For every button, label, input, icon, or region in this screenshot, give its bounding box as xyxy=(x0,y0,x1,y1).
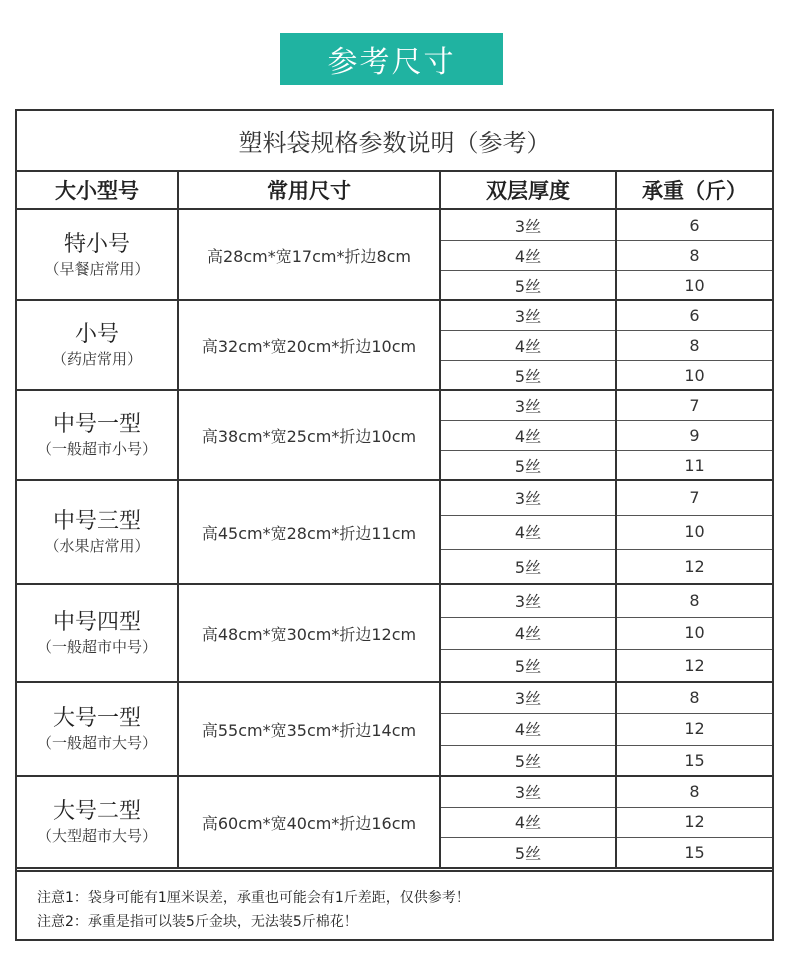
size-cell: 高38cm*宽25cm*折边10cm xyxy=(201,426,417,446)
row-divider xyxy=(441,360,772,361)
row-divider xyxy=(441,549,772,550)
load-cell: 12 xyxy=(684,719,705,739)
header-thickness: 双层厚度 xyxy=(441,172,615,210)
row-divider xyxy=(441,713,772,714)
model-cell xyxy=(17,480,177,584)
row-divider xyxy=(441,649,772,650)
size-cell: 高28cm*宽17cm*折边8cm xyxy=(206,246,412,266)
size-cell: 高45cm*宽28cm*折边11cm xyxy=(201,523,417,543)
model-cell xyxy=(17,776,177,868)
model-name: 小号 xyxy=(74,322,119,347)
model-cell xyxy=(17,584,177,682)
thickness-cell: 4丝 xyxy=(514,523,542,543)
load-cell: 7 xyxy=(689,395,700,415)
header-model: 大小型号 xyxy=(17,172,177,210)
thickness-cell: 3丝 xyxy=(514,782,542,802)
row-divider xyxy=(441,807,772,808)
load-cell: 15 xyxy=(684,750,705,770)
thickness-cell: 4丝 xyxy=(514,624,542,644)
size-cell: 高32cm*宽20cm*折边10cm xyxy=(201,336,417,356)
size-cell: 高48cm*宽30cm*折边12cm xyxy=(201,624,417,644)
note-2: 注意2：承重是指可以装5斤金块，无法装5斤棉花！ xyxy=(37,914,358,930)
model-usage: （早餐店常用） xyxy=(44,260,150,278)
model-name: 中号一型 xyxy=(52,412,141,437)
load-cell: 10 xyxy=(684,275,705,295)
spec-table xyxy=(15,109,774,941)
load-cell: 15 xyxy=(684,843,705,863)
thickness-cell: 5丝 xyxy=(514,558,542,578)
thickness-cell: 3丝 xyxy=(514,216,542,236)
thickness-cell: 4丝 xyxy=(514,813,542,833)
model-cell xyxy=(17,210,177,300)
load-cell: 12 xyxy=(684,656,705,676)
thickness-cell: 4丝 xyxy=(514,426,542,446)
model-name: 大号二型 xyxy=(52,799,141,824)
thickness-cell: 5丝 xyxy=(514,366,542,386)
thickness-cell: 5丝 xyxy=(514,456,542,476)
thickness-cell: 4丝 xyxy=(514,336,542,356)
model-usage: （一般超市中号） xyxy=(36,638,157,656)
thickness-cell: 3丝 xyxy=(514,306,542,326)
load-cell: 8 xyxy=(689,245,700,265)
row-divider xyxy=(441,745,772,746)
thickness-cell: 4丝 xyxy=(514,720,542,740)
note-1: 注意1：袋身可能有1厘米误差，承重也可能会有1斤差距，仅供参考！ xyxy=(37,890,470,906)
load-cell: 6 xyxy=(689,215,700,235)
model-usage: （大型超市大号） xyxy=(36,827,157,845)
model-name: 中号四型 xyxy=(52,610,141,635)
column-divider xyxy=(615,172,617,868)
model-cell xyxy=(17,682,177,776)
load-cell: 8 xyxy=(689,688,700,708)
model-usage: （药店常用） xyxy=(51,350,142,368)
load-cell: 10 xyxy=(684,522,705,542)
load-cell: 8 xyxy=(689,335,700,355)
section-banner: 参考尺寸 xyxy=(280,33,503,85)
load-cell: 8 xyxy=(689,781,700,801)
model-name: 大号一型 xyxy=(52,706,141,731)
row-divider xyxy=(441,837,772,838)
model-name: 中号三型 xyxy=(52,509,141,534)
model-name: 特小号 xyxy=(63,232,130,257)
row-divider xyxy=(441,515,772,516)
thickness-cell: 3丝 xyxy=(514,488,542,508)
load-cell: 11 xyxy=(684,455,705,475)
row-divider xyxy=(441,450,772,451)
model-usage: （水果店常用） xyxy=(44,537,150,555)
thickness-cell: 5丝 xyxy=(514,276,542,296)
thickness-cell: 5丝 xyxy=(514,844,542,864)
notes-block xyxy=(37,886,470,934)
thickness-cell: 5丝 xyxy=(514,657,542,677)
load-cell: 9 xyxy=(689,425,700,445)
thickness-cell: 3丝 xyxy=(514,689,542,709)
load-cell: 7 xyxy=(689,487,700,507)
load-cell: 10 xyxy=(684,623,705,643)
column-divider xyxy=(439,172,441,868)
thickness-cell: 5丝 xyxy=(514,751,542,771)
row-divider xyxy=(441,240,772,241)
load-cell: 6 xyxy=(689,305,700,325)
notes-divider xyxy=(17,870,772,872)
size-cell: 高60cm*宽40cm*折边16cm xyxy=(201,813,417,833)
header-size: 常用尺寸 xyxy=(179,172,439,210)
model-cell xyxy=(17,300,177,390)
model-cell xyxy=(17,390,177,480)
load-cell: 12 xyxy=(684,812,705,832)
thickness-cell: 3丝 xyxy=(514,591,542,611)
thickness-cell: 3丝 xyxy=(514,396,542,416)
row-divider xyxy=(441,270,772,271)
thickness-cell: 4丝 xyxy=(514,246,542,266)
row-divider xyxy=(441,330,772,331)
row-divider xyxy=(441,617,772,618)
model-usage: （一般超市大号） xyxy=(36,734,157,752)
table-title: 塑料袋规格参数说明（参考） xyxy=(17,111,772,172)
size-cell: 高55cm*宽35cm*折边14cm xyxy=(201,720,417,740)
column-divider xyxy=(177,172,179,868)
load-cell: 12 xyxy=(684,557,705,577)
model-usage: （一般超市小号） xyxy=(36,440,157,458)
load-cell: 8 xyxy=(689,590,700,610)
row-divider xyxy=(441,420,772,421)
load-cell: 10 xyxy=(684,365,705,385)
group-divider xyxy=(17,867,772,869)
header-load: 承重（斤） xyxy=(617,172,772,210)
